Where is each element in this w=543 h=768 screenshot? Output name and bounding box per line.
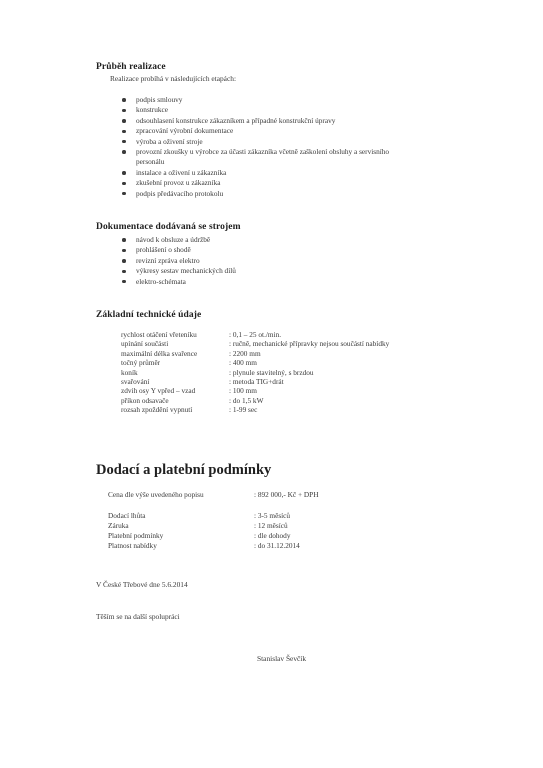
- list-item: revizní zpráva elektro: [122, 256, 236, 266]
- bullet-icon: [122, 259, 126, 263]
- bullet-icon: [122, 109, 126, 113]
- list-item: návod k obsluze a údržbě: [122, 235, 236, 245]
- section-title-technicke: Základní technické údaje: [96, 310, 202, 320]
- bullet-icon: [122, 249, 126, 253]
- bullet-icon: [122, 150, 126, 154]
- bullet-icon: [122, 238, 126, 242]
- bullet-icon: [122, 98, 126, 102]
- bullet-icon: [122, 182, 126, 186]
- list-item: prohlášení o shodě: [122, 245, 236, 255]
- place-date: V České Třebové dne 5.6.2014: [96, 580, 188, 589]
- list-item: zpracování výrobní dokumentace: [122, 126, 389, 136]
- list-item: odsouhlasení konstrukce zákazníkem a případné konstrukční úpravy: [122, 116, 389, 126]
- section-title-dodaci: Dodací a platební podmínky: [96, 462, 272, 478]
- bullet-icon: [122, 171, 126, 175]
- list-item: provozní zkoušky u výrobce za účasti zákazníka včetně zaškolení obsluhy a servisního: [122, 147, 389, 157]
- dokumentace-list: [122, 235, 236, 287]
- realizace-intro: Realizace probíhá v následujících etapách:: [110, 74, 236, 83]
- document-page: Průběh realizace Realizace probíhá v následujících etapách: podpis smlouvy konstrukce odsouhlasení konstrukce zákazníkem a případné konstrukční úpravy zpracování výrobní dokumentace výroba a oživení stroje provozní zkoušky u výrobce za účasti zákazníka včetně zaškolení obsluhy a servisního personálu instalace a oživení u zákazníka zkušební provoz u zákazníka podpis předávacího protokolu Dokumentace dodávaná se strojem návod k obsluze a údržbě prohlášení o shodě revizní zpráva elektro výkresy sestav mechanických dílů elektro-schémata Základní technické údaje rychlost otáčení vřeteníku : 0,1 – 25 ot./min. upínání součásti : ručně, mechanické přípravky nejsou součástí nabídky maximální délka svařence : 2200 mm točný průměr : 400 mm koník : plynule stavitelný, s brzdou svařování : metoda TIG+drát zdvih osy Y vpřed – vzad : 100 mm příkon odsavače : do 1,5 kW rozsah zpoždění vypnutí : 1-99 sec Dodací a platební podmínky Cena dle výše uvedeného popisu : 892 000,- Kč + DPH Dodací lhůta : 3-5 měsíců Záruka : 12 měsíců Platební podmínky : dle dohody Platnost nabídky : do 31.12.2014 V České Třebové dne 5.6.2014 Těším se na další spolupráci Stanislav Ševčík: [96, 62, 390, 663]
- bullet-icon: [122, 130, 126, 134]
- bullet-icon: [122, 280, 126, 284]
- list-item: výkresy sestav mechanických dílů: [122, 266, 236, 276]
- section-title-realizace: Průběh realizace: [96, 62, 166, 72]
- list-item: instalace a oživení u zákazníka: [122, 168, 389, 178]
- list-item: elektro-schémata: [122, 277, 236, 287]
- list-item: výroba a oživení stroje: [122, 137, 389, 147]
- list-item-continuation: personálu: [136, 157, 165, 167]
- bullet-icon: [122, 140, 126, 144]
- signature-name: Stanislav Ševčík: [257, 654, 307, 663]
- list-item: konstrukce: [122, 105, 389, 115]
- list-item: podpis smlouvy: [122, 95, 389, 105]
- bullet-icon: [122, 192, 126, 196]
- section-title-dokumentace: Dokumentace dodávaná se strojem: [96, 222, 241, 232]
- bullet-icon: [122, 270, 126, 274]
- list-item: zkušební provoz u zákazníka: [122, 178, 389, 188]
- bullet-icon: [122, 119, 126, 123]
- realizace-list: [122, 95, 389, 199]
- closing-line: Těším se na další spolupráci: [96, 612, 180, 621]
- list-item: podpis předávacího protokolu: [122, 189, 389, 199]
